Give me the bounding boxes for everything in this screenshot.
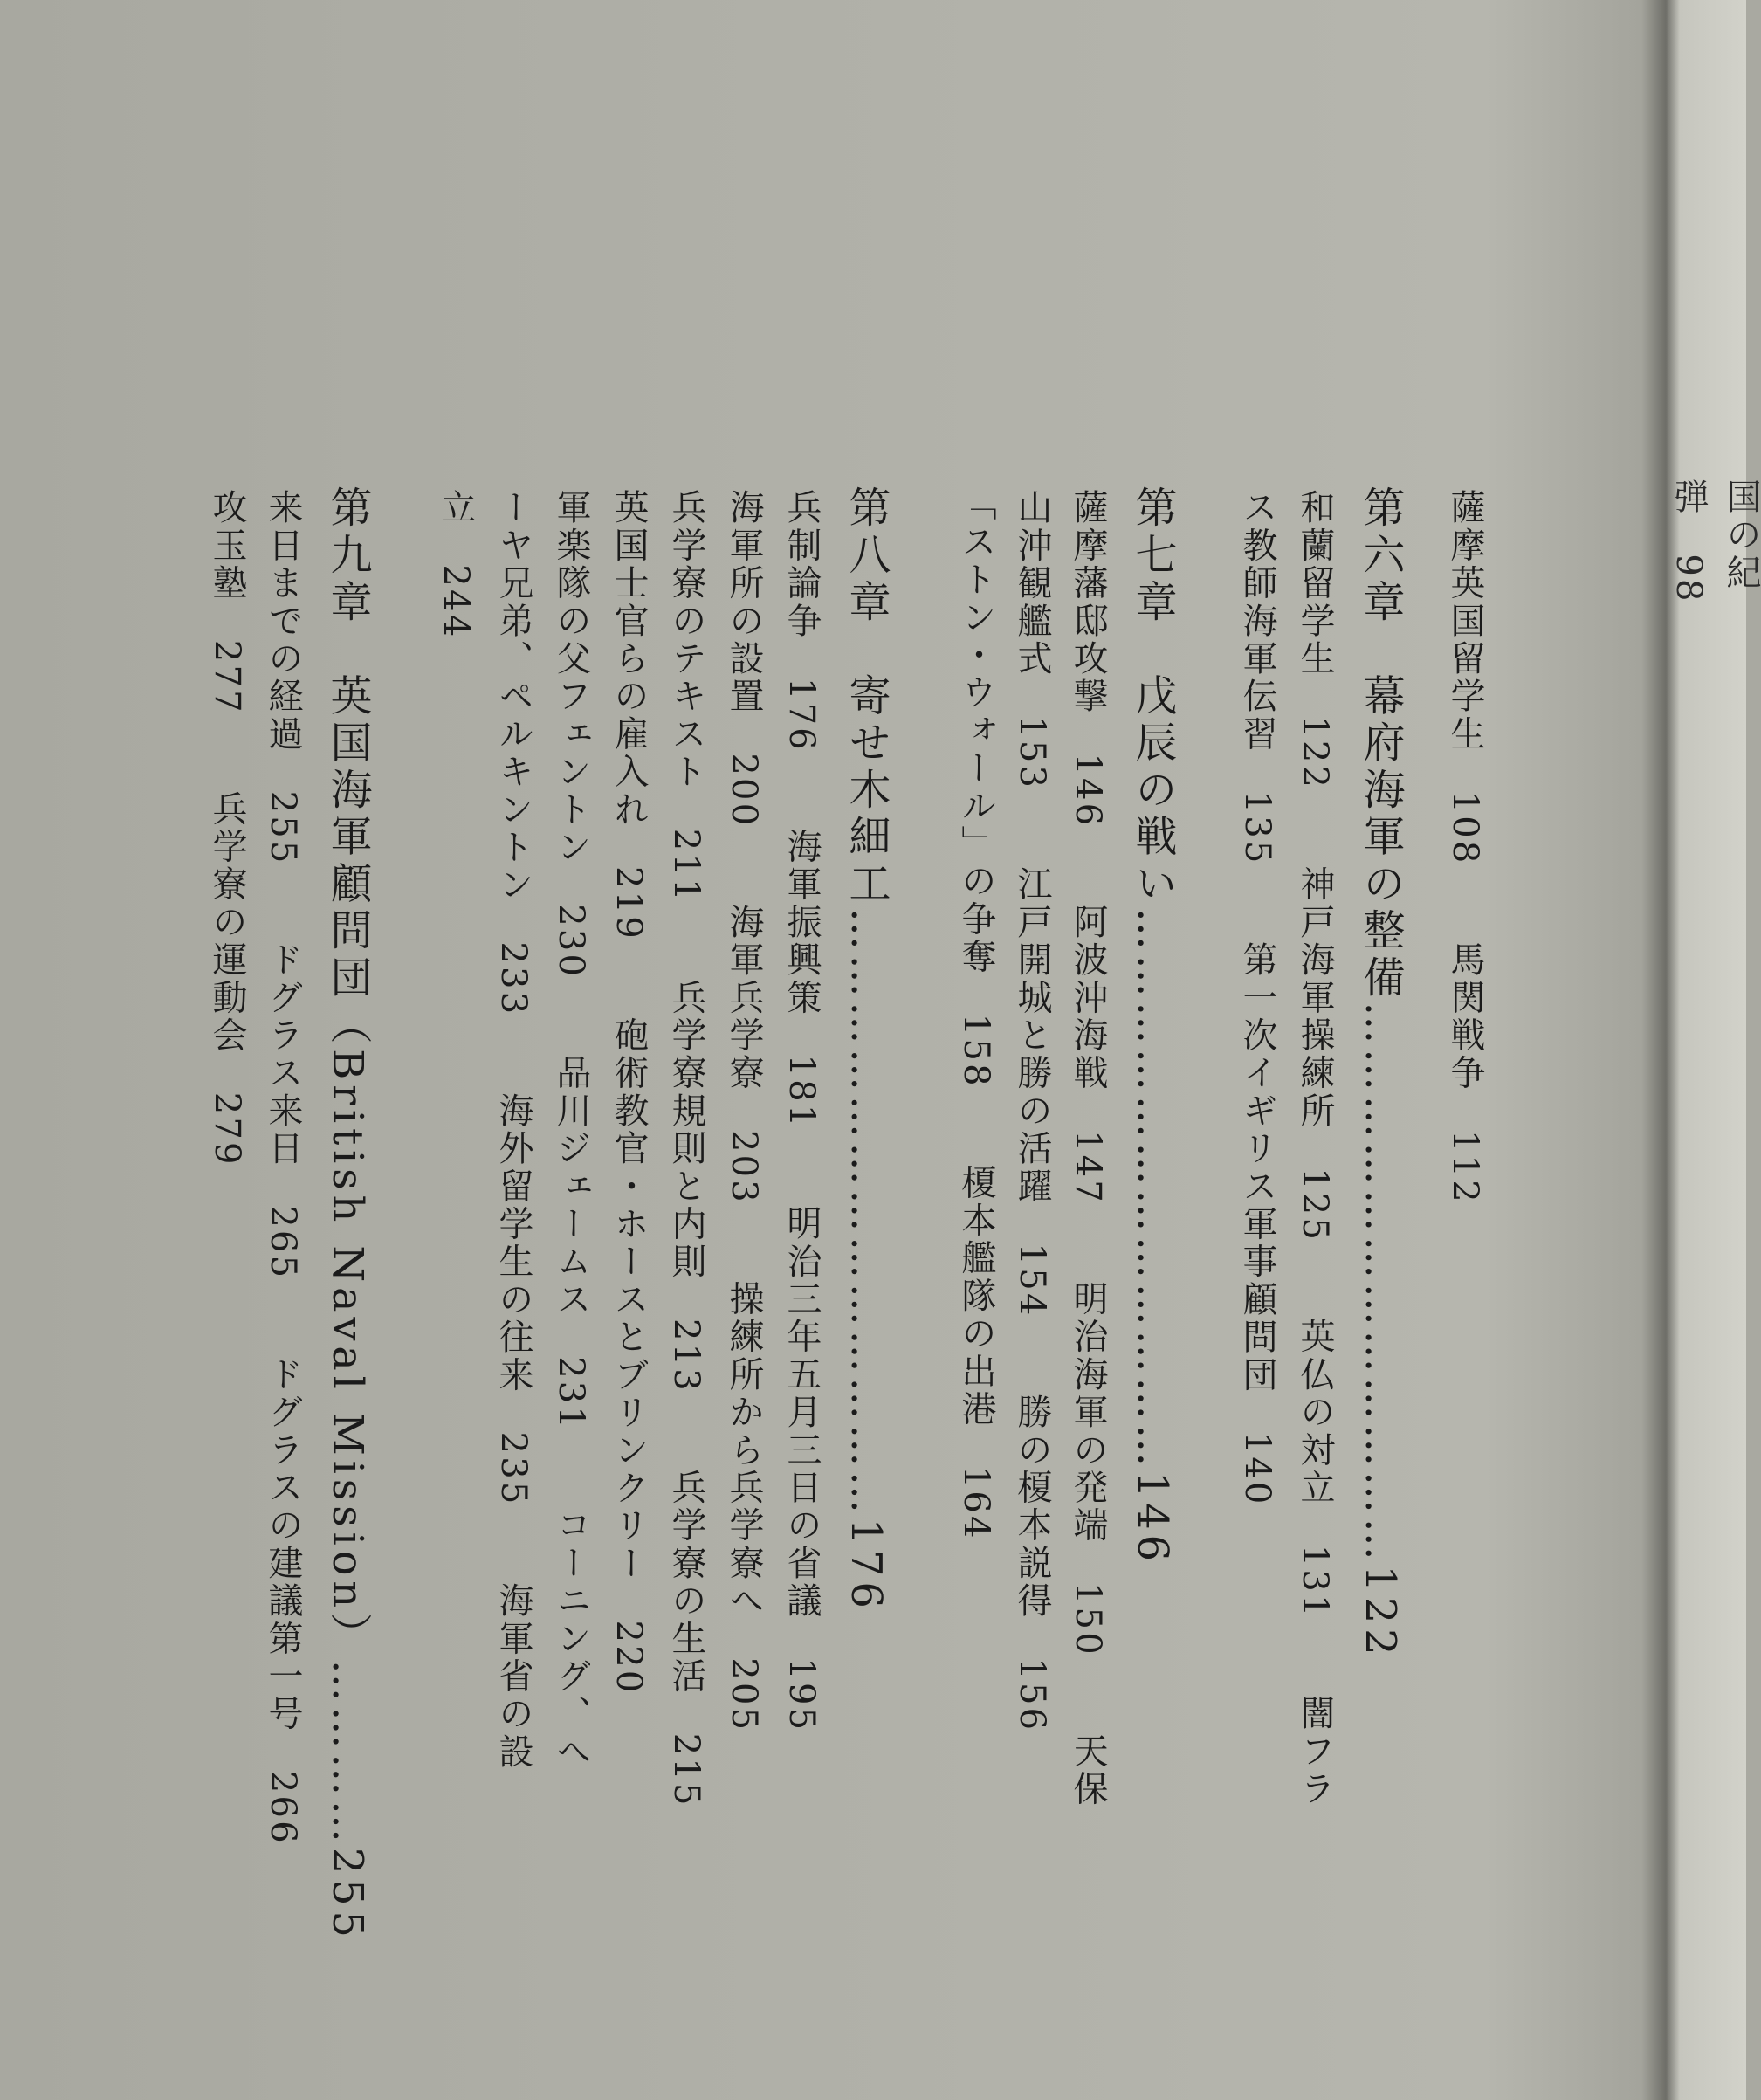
adjacent-page-edge <box>1662 0 1761 2100</box>
toc-entry-line: 海軍所の設置 200 海軍兵学寮 203 操練所から兵学寮へ 205 <box>724 489 764 1733</box>
edge-column-2: 弾 98 <box>1668 479 1709 604</box>
edge-column-1: 国の紀 <box>1721 479 1761 592</box>
chapter-6-heading: 第六章 幕府海軍の整備………………………………122 <box>1356 485 1405 1661</box>
toc-entry-line: 和蘭留学生 122 神戸海軍操練所 125 英仏の対立 131 闇フラ <box>1295 489 1335 1808</box>
toc-entry-line: 薩摩英国留学生 108 馬関戦争 112 <box>1445 489 1485 1205</box>
toc-entry-line: 来日までの経過 255 ドグラス来日 265 ドグラスの建議第一号 266 <box>263 489 303 1846</box>
toc-entry-line: 攻玉塾 277 兵学寮の運動会 279 <box>207 489 247 1167</box>
toc-entry-line: 兵学寮のテキスト 211 兵学寮規則と内則 213 兵学寮の生活 215 <box>666 489 706 1808</box>
toc-entry-line: 立 244 <box>436 489 476 640</box>
toc-entry-line: 薩摩藩邸攻撃 146 阿波沖海戦 147 明治海軍の発端 150 天保 <box>1068 489 1108 1808</box>
toc-entry-line: 山沖観艦式 153 江戸開城と勝の活躍 154 勝の榎本説得 156 <box>1012 489 1052 1733</box>
chapter-9-heading: 第九章 英国海軍顧問団（British Naval Mission）…………255 <box>323 485 372 1943</box>
chapter-8-heading: 第八章 寄せ木細工…………………………………176 <box>842 485 891 1614</box>
toc-entry-line: ス教師海軍伝習 135 第一次イギリス軍事顧問団 140 <box>1237 489 1277 1507</box>
toc-entry-line: 英国士官らの雇入れ 219 砲術教官・ホースとブリンクリー 220 <box>609 489 649 1696</box>
toc-entry-line: 「ストン・ウォール」の争奪 158 榎本艦隊の出港 164 <box>956 485 996 1541</box>
toc-entry-line: ーヤ兄弟、ペルキントン 233 海外留学生の往来 235 海軍省の設 <box>493 489 533 1771</box>
toc-entry-line: 兵制論争 176 海軍振興策 181 明治三年五月三日の省議 195 <box>781 489 822 1733</box>
toc-entry-line: 軍楽隊の父フェントン 230 品川ジェームス 231 コーニング、へ <box>551 489 591 1771</box>
chapter-7-heading: 第七章 戊辰の戦い………………………………146 <box>1128 485 1177 1566</box>
